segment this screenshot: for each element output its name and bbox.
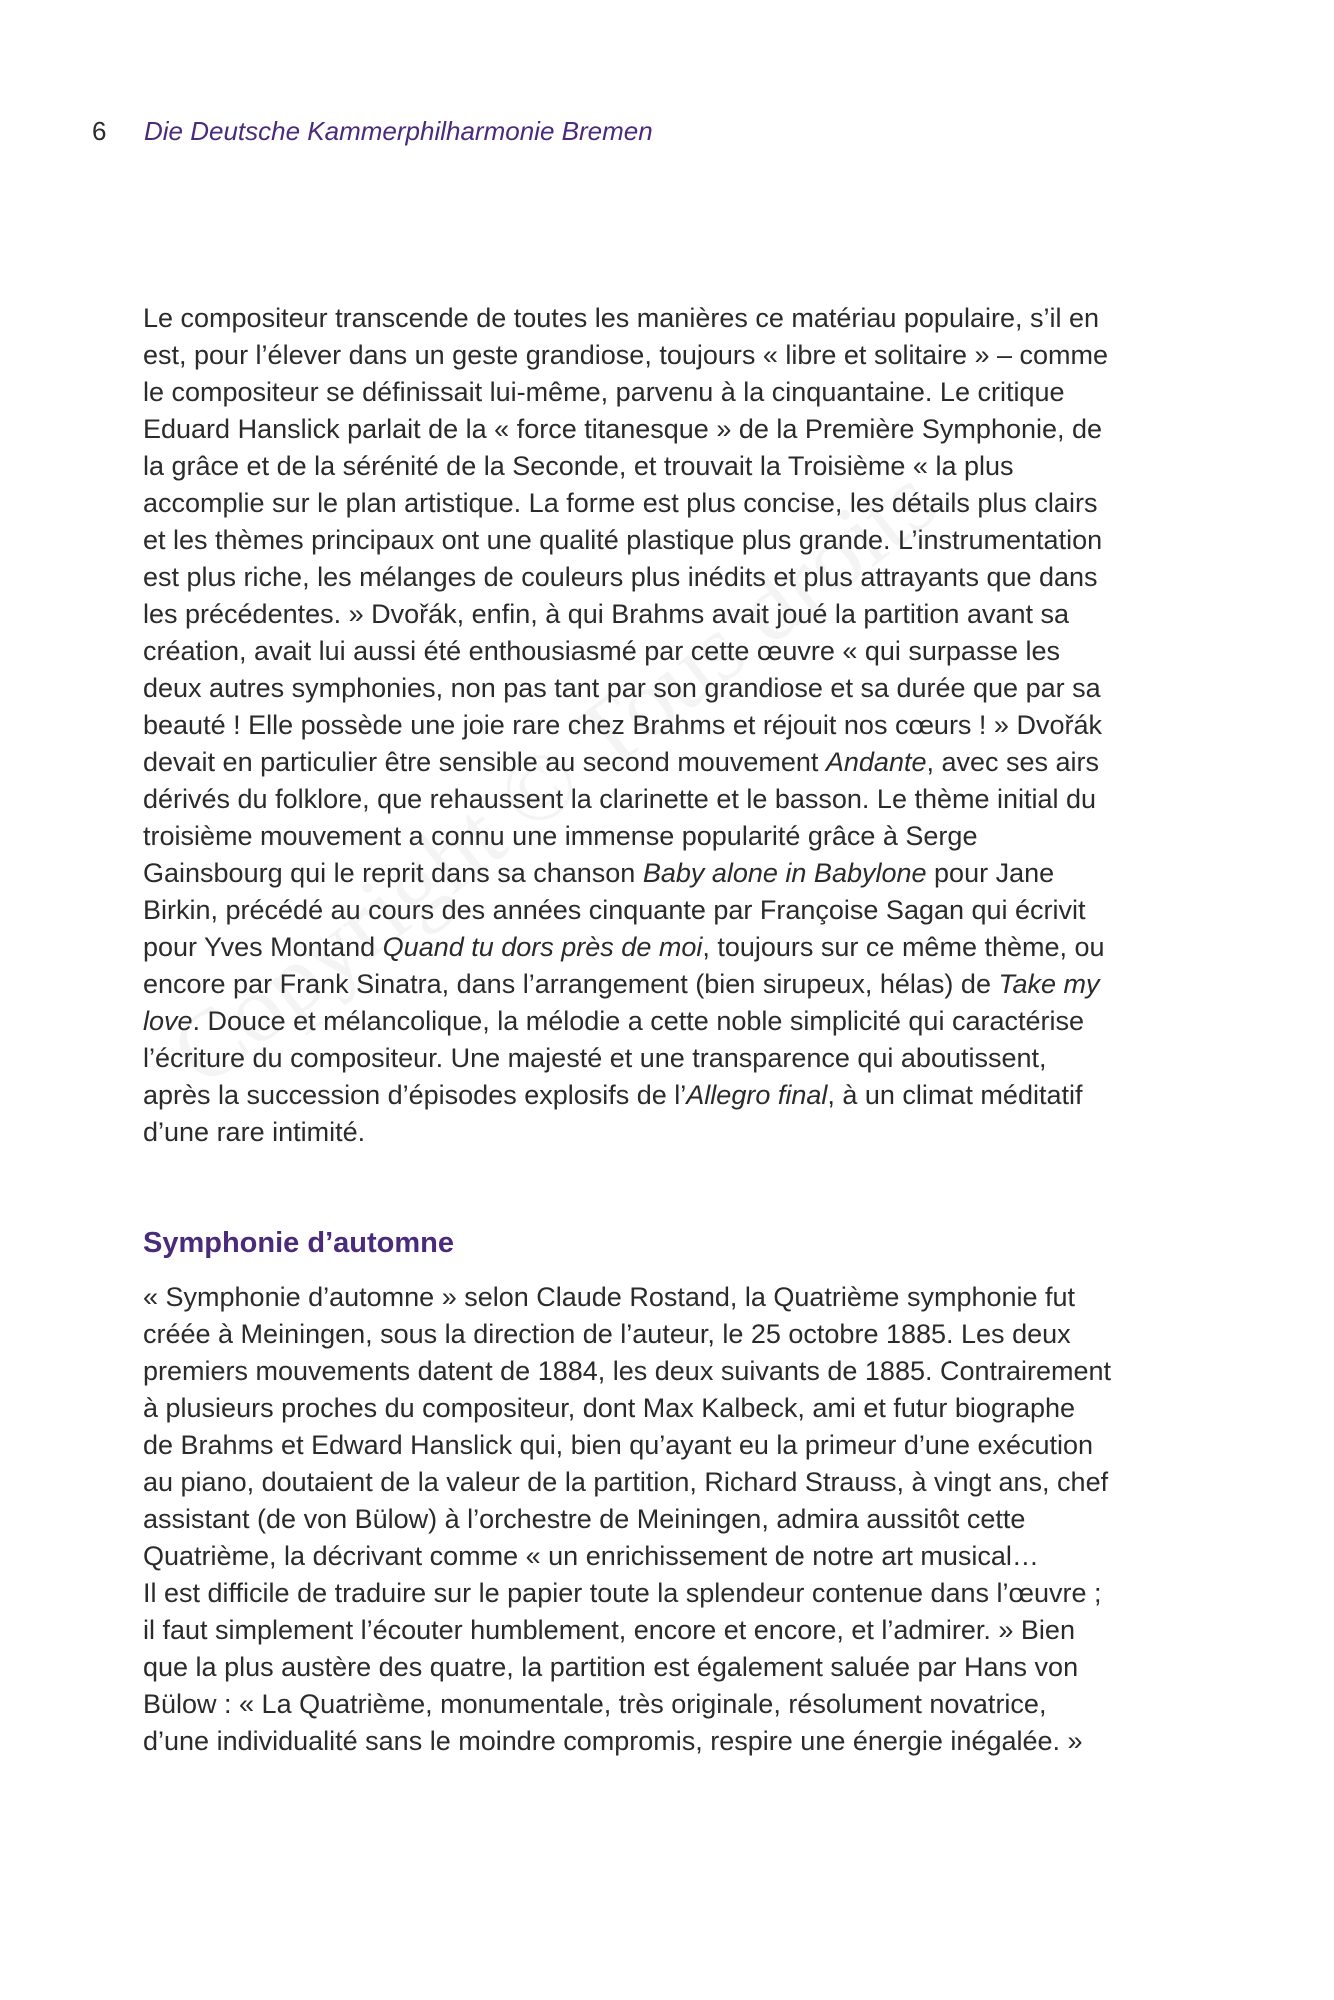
text-run: pour Yves Montand <box>143 932 383 962</box>
text-line <box>143 1612 1213 1649</box>
text-run: Il est difficile de traduire sur le papier toute la splendeur contenue dans l’œuvre ; <box>143 1578 1102 1608</box>
text-run: l’écriture du compositeur. Une majesté et une transparence qui aboutissent, <box>143 1043 1047 1073</box>
text-run: Eduard Hanslick parlait de la « force titanesque » de la Première Symphonie, de <box>143 414 1103 444</box>
text-line <box>143 559 1213 596</box>
text-line <box>143 1353 1213 1390</box>
text-line <box>143 855 1213 892</box>
text-line <box>143 818 1213 855</box>
text-run: est plus riche, les mélanges de couleurs plus inédits et plus attrayants que dans <box>143 562 1098 592</box>
text-line <box>143 448 1213 485</box>
text-run: , avec ses airs <box>926 747 1100 777</box>
text-line <box>143 411 1213 448</box>
text-run: , à un climat méditatif <box>827 1080 1083 1110</box>
header-title: Die Deutsche Kammerphilharmonie Bremen <box>144 116 653 146</box>
text-line <box>143 1316 1213 1353</box>
italic-title: Baby alone in Babylone <box>642 858 927 888</box>
text-line <box>143 596 1213 633</box>
text-line <box>143 374 1213 411</box>
text-line <box>143 966 1213 1003</box>
text-run: d’une rare intimité. <box>143 1117 366 1147</box>
paragraph-brahms-third-symphony <box>143 300 1213 1151</box>
text-line <box>143 1575 1213 1612</box>
text-run: troisième mouvement a connu une immense popularité grâce à Serge <box>143 821 978 851</box>
text-line <box>143 1040 1213 1077</box>
italic-title: love <box>143 1006 193 1036</box>
text-line <box>143 1427 1213 1464</box>
text-run: le compositeur se définissait lui-même, parvenu à la cinquantaine. Le critique <box>143 377 1065 407</box>
text-run: Bülow : « La Quatrième, monumentale, très originale, résolument novatrice, <box>143 1689 1047 1719</box>
italic-title: Andante <box>825 747 927 777</box>
text-line <box>143 707 1213 744</box>
text-line <box>143 1279 1213 1316</box>
text-run: la grâce et de la sérénité de la Seconde, et trouvait la Troisième « la plus <box>143 451 1014 481</box>
text-run: Le compositeur transcende de toutes les manières ce matériau populaire, s’il en <box>143 303 1100 333</box>
section-heading: Symphonie d’automne <box>143 1227 454 1259</box>
text-run: d’une individualité sans le moindre compromis, respire une énergie inégalée. » <box>143 1726 1083 1756</box>
text-run: à plusieurs proches du compositeur, dont Max Kalbeck, ami et futur biographe <box>143 1393 1076 1423</box>
text-run: assistant (de von Bülow) à l’orchestre de Meiningen, admira aussitôt cette <box>143 1504 1026 1534</box>
running-header <box>92 116 653 156</box>
article-body <box>143 300 1213 1760</box>
text-line <box>143 1501 1213 1538</box>
text-run: . Douce et mélancolique, la mélodie a cette noble simplicité qui caractérise <box>192 1006 1084 1036</box>
text-line <box>143 522 1213 559</box>
italic-title: Take my <box>998 969 1100 999</box>
text-line <box>143 1649 1213 1686</box>
text-run: devait en particulier être sensible au second mouvement <box>143 747 826 777</box>
text-run: après la succession d’épisodes explosifs de l’ <box>143 1080 687 1110</box>
text-run: et les thèmes principaux ont une qualité plastique plus grande. L’instrumentation <box>143 525 1103 555</box>
text-run: il faut simplement l’écouter humblement, encore et encore, et l’admirer. » Bien <box>143 1615 1075 1645</box>
page-number: 6 <box>92 116 107 146</box>
text-run: , toujours sur ce même thème, ou <box>702 932 1105 962</box>
text-line <box>143 892 1213 929</box>
text-run: Quatrième, la décrivant comme « un enrichissement de notre art musical… <box>143 1541 1039 1571</box>
text-run: premiers mouvements datent de 1884, les deux suivants de 1885. Contrairement <box>143 1356 1112 1386</box>
text-run: est, pour l’élever dans un geste grandiose, toujours « libre et solitaire » – comme <box>143 340 1109 370</box>
text-line <box>143 929 1213 966</box>
text-line <box>143 1723 1213 1760</box>
text-line <box>143 337 1213 374</box>
text-line <box>143 1538 1213 1575</box>
text-line <box>143 300 1213 337</box>
text-run: beauté ! Elle possède une joie rare chez Brahms et réjouit nos cœurs ! » Dvořák <box>143 710 1102 740</box>
text-run: Gainsbourg qui le reprit dans sa chanson <box>143 858 643 888</box>
text-run: Birkin, précédé au cours des années cinquante par Françoise Sagan qui écrivit <box>143 895 1086 925</box>
italic-title: Allegro final <box>686 1080 828 1110</box>
text-run: de Brahms et Edward Hanslick qui, bien qu’ayant eu la primeur d’une exécution <box>143 1430 1094 1460</box>
text-run: dérivés du folklore, que rehaussent la clarinette et le basson. Le thème initial du <box>143 784 1097 814</box>
text-run: que la plus austère des quatre, la partition est également saluée par Hans von <box>143 1652 1079 1682</box>
text-line <box>143 1077 1213 1114</box>
text-run: créée à Meiningen, sous la direction de l’auteur, le 25 octobre 1885. Les deux <box>143 1319 1071 1349</box>
text-run: création, avait lui aussi été enthousiasmé par cette œuvre « qui surpasse les <box>143 636 1060 666</box>
text-run: au piano, doutaient de la valeur de la partition, Richard Strauss, à vingt ans, chef <box>143 1467 1109 1497</box>
text-line <box>143 1390 1213 1427</box>
text-line <box>143 485 1213 522</box>
text-line <box>143 744 1213 781</box>
text-line <box>143 1003 1213 1040</box>
text-line <box>143 633 1213 670</box>
text-run: encore par Frank Sinatra, dans l’arrangement (bien sirupeux, hélas) de <box>143 969 999 999</box>
text-line <box>143 1114 1213 1151</box>
italic-title: Quand tu dors près de moi <box>382 932 703 962</box>
text-line <box>143 1464 1213 1501</box>
text-run: deux autres symphonies, non pas tant par son grandiose et sa durée que par sa <box>143 673 1101 703</box>
paragraph-symphonie-automne <box>143 1279 1213 1760</box>
text-run: accomplie sur le plan artistique. La forme est plus concise, les détails plus clairs <box>143 488 1098 518</box>
text-line <box>143 670 1213 707</box>
text-line <box>143 781 1213 818</box>
text-run: les précédentes. » Dvořák, enfin, à qui Brahms avait joué la partition avant sa <box>143 599 1070 629</box>
text-line <box>143 1686 1213 1723</box>
text-run: « Symphonie d’automne » selon Claude Rostand, la Quatrième symphonie fut <box>143 1282 1076 1312</box>
text-run: pour Jane <box>926 858 1055 888</box>
